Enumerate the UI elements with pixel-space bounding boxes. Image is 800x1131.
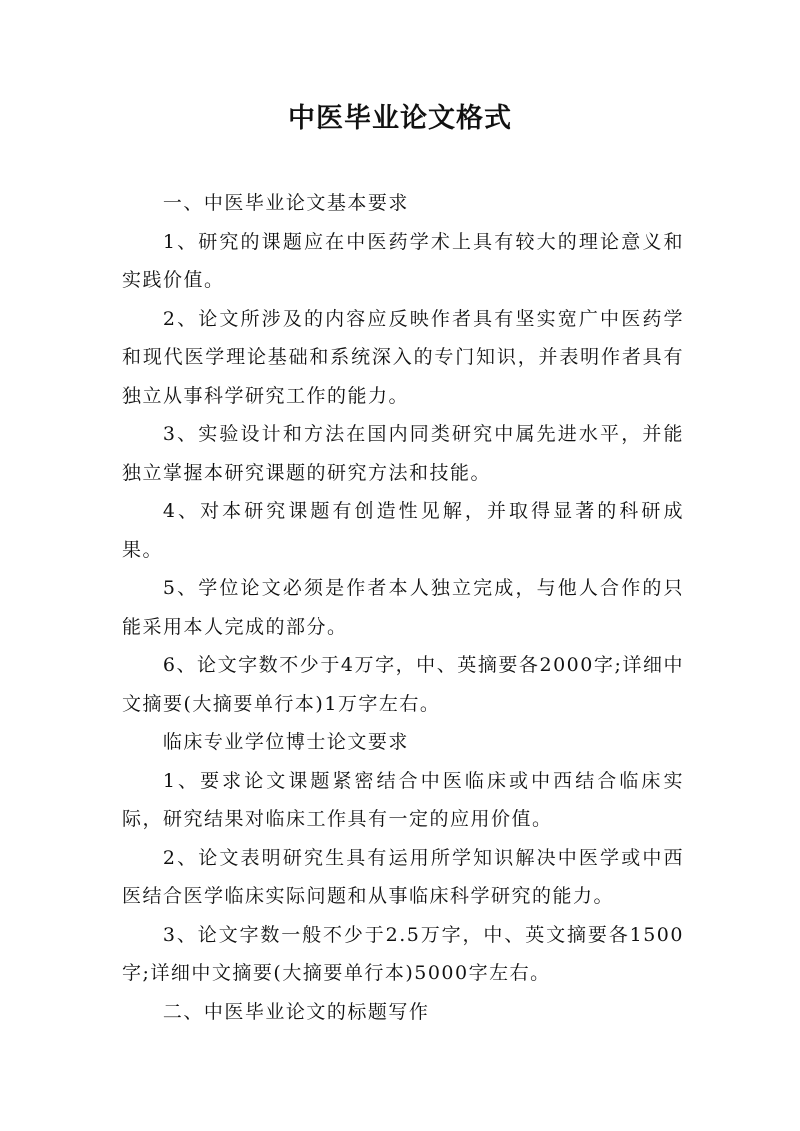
- requirement-item-4: 4、对本研究课题有创造性见解，并取得显著的科研成果。: [122, 500, 684, 561]
- clinical-requirement-item-1: 1、要求论文课题紧密结合中医临床或中西结合临床实际，研究结果对临床工作具有一定的应用价值。: [122, 769, 684, 830]
- clinical-requirement-item-3: 3、论文字数一般不少于2.5万字，中、英文摘要各1500字;详细中文摘要(大摘要单行本)5000字左右。: [122, 923, 684, 984]
- requirement-item-5: 5、学位论文必须是作者本人独立完成，与他人合作的只能采用本人完成的部分。: [122, 577, 684, 638]
- document-title: 中医毕业论文格式: [288, 103, 512, 134]
- requirement-item-1: 1、研究的课题应在中医药学术上具有较大的理论意义和实践价值。: [122, 230, 684, 291]
- requirement-item-6: 6、论文字数不少于4万字，中、英摘要各2000字;详细中文摘要(大摘要单行本)1万字左右。: [122, 654, 684, 715]
- requirement-item-3: 3、实验设计和方法在国内同类研究中属先进水平，并能独立掌握本研究课题的研究方法和技能。: [122, 423, 684, 484]
- section-heading-basic-requirements: 一、中医毕业论文基本要求: [162, 192, 409, 214]
- section-heading-title-writing: 二、中医毕业论文的标题写作: [162, 1000, 430, 1023]
- subheading-clinical-doctoral: 临床专业学位博士论文要求: [162, 731, 409, 753]
- clinical-requirement-item-2: 2、论文表明研究生具有运用所学知识解决中医学或中西医结合医学临床实际问题和从事临床科学研究的能力。: [122, 846, 684, 907]
- requirement-item-2: 2、论文所涉及的内容应反映作者具有坚实宽广中医药学和现代医学理论基础和系统深入的专门知识，并表明作者具有独立从事科学研究工作的能力。: [122, 307, 684, 407]
- document-body: [122, 184, 684, 1031]
